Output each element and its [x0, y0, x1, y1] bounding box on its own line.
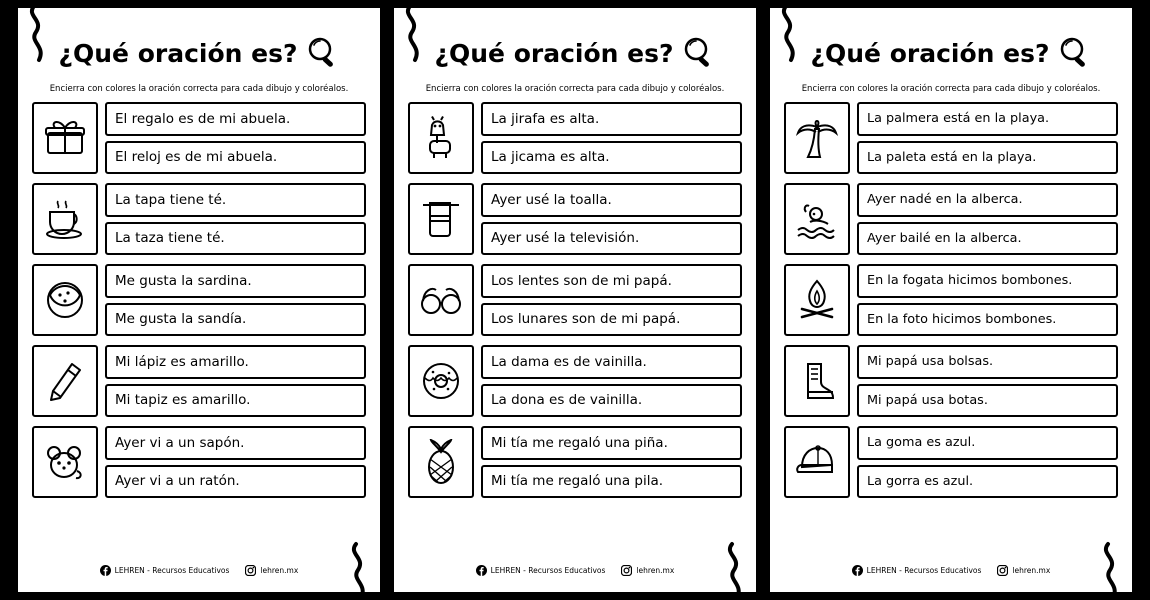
worksheet-page-1	[18, 8, 380, 592]
footer-facebook-label: LEHREN - Recursos Educativos	[866, 566, 982, 575]
sentence-option[interactable]: Me gusta la sardina.	[105, 264, 366, 298]
sentence-options	[481, 183, 742, 255]
exercise-list	[32, 102, 366, 498]
page-footer	[394, 565, 756, 576]
exercise-row	[32, 183, 366, 255]
giraffe-icon	[408, 102, 474, 174]
sentence-option[interactable]: Los lentes son de mi papá.	[481, 264, 742, 298]
page-instructions: Encierra con colores la oración correcta para cada dibujo y coloréalos.	[425, 84, 725, 94]
sentence-options	[105, 264, 366, 336]
sentence-option[interactable]: En la foto hicimos bombones.	[857, 303, 1118, 337]
pencil-icon	[32, 345, 98, 417]
footer-instagram	[245, 565, 298, 576]
footer-facebook	[100, 565, 230, 576]
sentence-option[interactable]: El reloj es de mi abuela.	[105, 141, 366, 175]
exercise-list	[784, 102, 1118, 498]
footer-instagram	[621, 565, 674, 576]
page-title-row	[32, 32, 366, 74]
pineapple-icon	[408, 426, 474, 498]
sentence-option[interactable]: La gorra es azul.	[857, 465, 1118, 499]
page-instructions: Encierra con colores la oración correcta para cada dibujo y coloréalos.	[49, 84, 349, 94]
sentence-option[interactable]: La taza tiene té.	[105, 222, 366, 256]
exercise-row	[32, 102, 366, 174]
swimmer-icon	[784, 183, 850, 255]
palm-tree-icon	[784, 102, 850, 174]
footer-facebook-label: LEHREN - Recursos Educativos	[114, 566, 230, 575]
towel-icon	[408, 183, 474, 255]
exercise-row	[32, 345, 366, 417]
sentence-options	[481, 264, 742, 336]
footer-instagram-label: lehren.mx	[1012, 566, 1051, 575]
page-footer	[18, 565, 380, 576]
page-title: ¿Qué oración es?	[434, 38, 674, 68]
sentence-option[interactable]: Ayer vi a un sapón.	[105, 426, 366, 460]
exercise-row	[784, 345, 1118, 417]
page-title: ¿Qué oración es?	[810, 38, 1050, 68]
donut-icon	[408, 345, 474, 417]
sentence-options	[105, 345, 366, 417]
exercise-row	[408, 426, 742, 498]
exercise-row	[408, 264, 742, 336]
exercise-row	[408, 183, 742, 255]
page-title-row	[784, 32, 1118, 74]
footer-instagram-label: lehren.mx	[260, 566, 299, 575]
sentence-option[interactable]: El regalo es de mi abuela.	[105, 102, 366, 136]
sentence-option[interactable]: Mi tapiz es amarillo.	[105, 384, 366, 418]
footer-facebook-label: LEHREN - Recursos Educativos	[490, 566, 606, 575]
sentence-option[interactable]: Mi papá usa bolsas.	[857, 345, 1118, 379]
sentence-options	[481, 426, 742, 498]
sentence-option[interactable]: La paleta está en la playa.	[857, 141, 1118, 175]
sentence-option[interactable]: Ayer bailé en la alberca.	[857, 222, 1118, 256]
page-instructions: Encierra con colores la oración correcta para cada dibujo y coloréalos.	[801, 84, 1101, 94]
sentence-options	[481, 345, 742, 417]
sentence-option[interactable]: La jirafa es alta.	[481, 102, 742, 136]
facebook-icon	[852, 565, 863, 576]
exercise-row	[408, 102, 742, 174]
exercise-row	[784, 426, 1118, 498]
sentence-options	[105, 183, 366, 255]
exercise-row	[784, 102, 1118, 174]
cap-icon	[784, 426, 850, 498]
sentence-option[interactable]: Mi tía me regaló una piña.	[481, 426, 742, 460]
footer-instagram	[997, 565, 1050, 576]
glasses-icon	[408, 264, 474, 336]
sentence-option[interactable]: Mi lápiz es amarillo.	[105, 345, 366, 379]
sentence-options	[857, 345, 1118, 417]
sentence-options	[481, 102, 742, 174]
footer-facebook	[852, 565, 982, 576]
sentence-option[interactable]: Me gusta la sandía.	[105, 303, 366, 337]
page-title-row	[408, 32, 742, 74]
magnifying-glass-icon	[682, 36, 716, 70]
facebook-icon	[100, 565, 111, 576]
sentence-option[interactable]: La jicama es alta.	[481, 141, 742, 175]
sentence-option[interactable]: Ayer usé la televisión.	[481, 222, 742, 256]
gift-icon	[32, 102, 98, 174]
exercise-row	[32, 426, 366, 498]
teacup-icon	[32, 183, 98, 255]
sentence-option[interactable]: La dona es de vainilla.	[481, 384, 742, 418]
campfire-icon	[784, 264, 850, 336]
exercise-row	[784, 264, 1118, 336]
sentence-option[interactable]: La palmera está en la playa.	[857, 102, 1118, 136]
magnifying-glass-icon	[1058, 36, 1092, 70]
sentence-options	[857, 264, 1118, 336]
footer-facebook	[476, 565, 606, 576]
sentence-option[interactable]: Ayer nadé en la alberca.	[857, 183, 1118, 217]
sentence-option[interactable]: Ayer vi a un ratón.	[105, 465, 366, 499]
worksheet-page-3	[770, 8, 1132, 592]
exercise-list	[408, 102, 742, 498]
page-footer	[770, 565, 1132, 576]
mouse-icon	[32, 426, 98, 498]
instagram-icon	[621, 565, 632, 576]
sentence-options	[105, 426, 366, 498]
boot-icon	[784, 345, 850, 417]
sentence-option[interactable]: Los lunares son de mi papá.	[481, 303, 742, 337]
sentence-option[interactable]: La tapa tiene té.	[105, 183, 366, 217]
footer-instagram-label: lehren.mx	[636, 566, 675, 575]
sentence-options	[857, 183, 1118, 255]
sentence-option[interactable]: En la fogata hicimos bombones.	[857, 264, 1118, 298]
sentence-option[interactable]: La goma es azul.	[857, 426, 1118, 460]
exercise-row	[408, 345, 742, 417]
exercise-row	[784, 183, 1118, 255]
sentence-option[interactable]: Mi tía me regaló una pila.	[481, 465, 742, 499]
instagram-icon	[997, 565, 1008, 576]
sentence-option[interactable]: Mi papá usa botas.	[857, 384, 1118, 418]
page-title: ¿Qué oración es?	[58, 38, 298, 68]
sentence-options	[857, 102, 1118, 174]
sentence-option[interactable]: La dama es de vainilla.	[481, 345, 742, 379]
exercise-row	[32, 264, 366, 336]
watermelon-icon	[32, 264, 98, 336]
worksheet-page-2	[394, 8, 756, 592]
sentence-options	[105, 102, 366, 174]
sentence-options	[857, 426, 1118, 498]
magnifying-glass-icon	[306, 36, 340, 70]
facebook-icon	[476, 565, 487, 576]
sentence-option[interactable]: Ayer usé la toalla.	[481, 183, 742, 217]
instagram-icon	[245, 565, 256, 576]
